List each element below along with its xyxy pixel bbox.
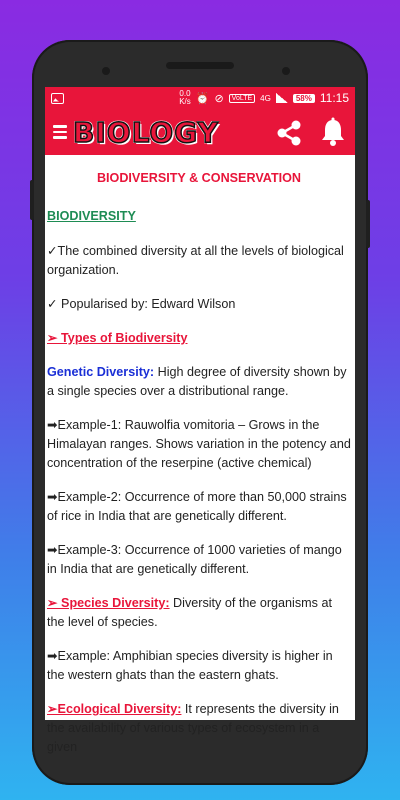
front-camera	[102, 67, 110, 75]
status-bar	[45, 87, 355, 109]
blocked-icon: ⊘	[214, 92, 224, 105]
menu-icon[interactable]	[53, 125, 67, 139]
alarm-icon: ⏰	[195, 92, 210, 105]
paragraph: ➡Example-2: Occurrence of more than 50,000 strains of rice in India that are genetically different.	[47, 490, 347, 523]
paragraph	[47, 700, 351, 757]
volte-badge: VoLTE	[229, 94, 256, 103]
genetic-diversity-text: High degree of diversity shown by a single species over a distributional range.	[47, 365, 347, 398]
share-icon[interactable]	[275, 119, 303, 147]
paragraph: ✓ Popularised by: Edward Wilson	[47, 297, 236, 311]
ecological-diversity-text: It represents the diversity in the availability of various types of ecosystem in a given	[47, 702, 339, 754]
volume-button	[30, 180, 34, 220]
image-notification-icon	[51, 93, 64, 104]
app-bar	[45, 109, 355, 155]
bell-icon[interactable]	[319, 117, 347, 147]
clock: 11:15	[319, 91, 349, 105]
speaker-grille	[166, 62, 234, 69]
battery-indicator: 58%	[293, 94, 315, 103]
article-content	[45, 169, 355, 757]
ecological-diversity-label: ➢Ecological Diversity:	[47, 702, 182, 716]
species-diversity-label: ➢ Species Diversity:	[47, 596, 170, 610]
genetic-diversity-label: Genetic Diversity:	[47, 365, 155, 379]
paragraph: ➡Example-3: Occurrence of 1000 varieties of mango in India that are genetically different.	[47, 543, 342, 576]
page-title: BIODIVERSITY & CONSERVATION	[96, 171, 302, 185]
network-type: 4G	[260, 93, 271, 103]
app-logo: BIOLOGY	[73, 115, 219, 149]
species-diversity-text: Diversity of the organisms at the level of species.	[47, 596, 332, 629]
paragraph: ✓The combined diversity at all the levels of biological organization.	[47, 244, 344, 277]
paragraph	[47, 363, 351, 401]
types-heading: ➢ Types of Biodiversity	[47, 331, 188, 345]
screen	[45, 87, 355, 754]
section-heading: BIODIVERSITY	[47, 209, 136, 223]
signal-icon	[276, 93, 288, 103]
paragraph: ➡Example-1: Rauwolfia vomitoria – Grows in the Himalayan ranges. Shows variation in the potency and concentration of the reserpine (active chemical)	[47, 418, 351, 470]
sensor	[282, 67, 290, 75]
paragraph: ➡Example: Amphibian species diversity is higher in the western ghats than the eastern ghats.	[47, 649, 333, 682]
network-speed: 0.0 K/s	[179, 89, 191, 106]
paragraph	[47, 594, 351, 632]
power-button	[366, 200, 370, 248]
